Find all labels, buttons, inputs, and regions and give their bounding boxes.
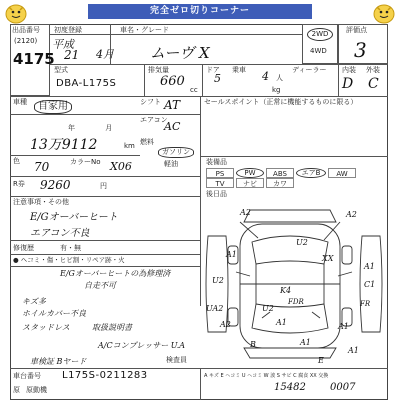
chassis-number: L175S-0211283 (62, 370, 148, 381)
hw-note-studless: スタッドレス (22, 323, 70, 332)
mascot-right-icon (372, 2, 396, 24)
mark-a1-b3: A1 (348, 346, 359, 355)
month-value: 4月 (96, 48, 114, 61)
cc-unit: cc (190, 86, 198, 94)
mascot-left-icon (4, 2, 28, 24)
mark-b: B (250, 340, 256, 349)
equip-ps: PS (206, 168, 234, 178)
shift-label: シフト (140, 98, 161, 106)
hw-note-scratches: キズ多 (22, 297, 46, 306)
mileage-value: 13万9112 (30, 137, 98, 153)
lot-number: 4175 (13, 50, 55, 68)
equip-airbag-circled: エアB (296, 168, 326, 178)
repair-history-label: 修復歴 (13, 244, 34, 252)
hw-note-wheelcover: ホイルカバー不良 (22, 309, 86, 318)
fuel-label: 燃料 (140, 138, 154, 146)
car-name-label: 車名・グレード (120, 26, 169, 34)
fuel-light-label: 軽油 (164, 160, 178, 168)
capacity-label: 乗車 (232, 66, 246, 74)
note-overheat: E/Gオーバーヒート (30, 212, 118, 223)
notes-label: 注意事項・その他 (13, 198, 69, 206)
damage-legend: ● ヘコミ・傷・ヒビ割・リペア跡・火 (13, 256, 125, 264)
cc-label: 排気量 (148, 66, 169, 74)
capacity-value: 4 (262, 70, 269, 83)
ac-value: AC (164, 120, 181, 133)
car-name: ムーヴ X (150, 44, 210, 62)
equipment-label: 装備品 (206, 158, 227, 166)
equip-abs: ABS (266, 168, 294, 178)
repair-options: 有・無 (60, 244, 81, 252)
equip-tv: TV (206, 178, 234, 188)
mark-fdr: FDR (288, 298, 304, 306)
chassis-label: 車台番号 (13, 372, 41, 380)
cc-value: 660 (160, 74, 185, 89)
original-label: 原 (13, 386, 20, 394)
mark-u2-mid: U2 (262, 304, 274, 313)
bottom-legend: A キズ E ヘコミ U ヘコミ W 波 S サビ C 腐食 XX 交換 (204, 373, 329, 379)
recycle-value: 9260 (40, 178, 71, 192)
mark-u2-left: U2 (212, 276, 224, 285)
bottom-number-1: 15482 (274, 382, 306, 393)
mark-fr: FR (360, 300, 371, 308)
note-ac-fail: エアコン不良 (30, 228, 90, 239)
shift-value: AT (164, 98, 181, 112)
model-code: DBA-L175S (56, 78, 117, 89)
model-label: 型式 (54, 66, 68, 74)
hw-note-repair: E/Gオーバーヒートの為修理済 (60, 269, 171, 278)
mark-k4-front: K4 (280, 286, 292, 295)
engine-no-label: 原動機 (26, 386, 47, 394)
car-type-label: 車種 (13, 98, 27, 106)
hw-note-self-drive: 自走不可 (84, 281, 116, 290)
mark-xx-mid: XX (322, 254, 334, 263)
dealer-label: ディーラー (292, 66, 327, 74)
equip-aw: AW (328, 168, 356, 178)
hw-note-inspection: 車検証 Bヤード (30, 357, 87, 366)
door-label: ドア (206, 66, 220, 74)
mark-e: E (318, 356, 324, 365)
mark-a1-left: A1 (226, 250, 237, 259)
color-no-value: X06 (110, 160, 132, 173)
year-model-label: 初度登録 (54, 26, 82, 34)
year-km-label: 年 月 (68, 124, 127, 132)
lot-small-number: (2120) (14, 37, 38, 45)
drive-2wd-circled: 2WD (307, 28, 333, 41)
capacity-unit: 人 (276, 74, 283, 82)
year-era: 平成 (52, 38, 74, 51)
drive-4wd-label: 4WD (310, 47, 327, 55)
interior-label: 内装 (342, 66, 356, 74)
year-value: 21 (64, 48, 80, 62)
mark-a2-right: A2 (346, 210, 357, 219)
score-label: 評価点 (346, 26, 367, 34)
lot-label: 出品番号 (12, 26, 40, 34)
mark-a2-top: A2 (240, 208, 251, 217)
color-label: 色 (13, 157, 20, 165)
score-value: 3 (354, 38, 367, 62)
equip-navi: ナビ (236, 178, 264, 188)
page-title: 完全ゼロ切りコーナー (88, 4, 312, 19)
fuel-value-circled: ガソリン (158, 147, 194, 158)
hw-note-compressor: A/Cコンプレッサー U.A (98, 341, 186, 350)
color-value: 70 (34, 160, 50, 174)
mark-a1-b2: A1 (300, 338, 311, 347)
door-value: 5 (214, 72, 221, 85)
color-no-label: カラーNo (70, 158, 101, 166)
rear-items-label: 後日品 (206, 190, 227, 198)
selling-point-label: セールスポイント（正常に機能するものに限る） (204, 98, 358, 106)
equip-kawa: カワ (266, 178, 294, 188)
mark-u2-top: U2 (296, 238, 308, 247)
mark-a1-mid: A1 (276, 318, 287, 327)
equip-pw-circled: PW (236, 168, 264, 178)
mark-a1-right: A1 (364, 262, 375, 271)
interior-value: D (342, 76, 354, 92)
exterior-label: 外装 (366, 66, 380, 74)
car-damage-diagram (200, 200, 388, 368)
ac-label: エアコン (140, 116, 168, 124)
car-type-value: 自家用 (34, 100, 72, 114)
exterior-value: C (368, 76, 379, 92)
hw-note-manual: 取扱説明書 (92, 323, 132, 332)
mark-c1-right: C1 (364, 280, 376, 289)
mark-a1-bottom: A1 (338, 322, 349, 331)
kg-label: kg (272, 86, 281, 94)
mileage-unit: km (124, 142, 135, 150)
mark-a2-bottom: A2 (220, 320, 231, 329)
recycle-label: R券 (13, 180, 25, 188)
bottom-number-2: 0007 (330, 382, 356, 393)
mark-ua2-left: UA2 (206, 304, 224, 313)
inspector-label: 検査員 (166, 356, 187, 364)
recycle-unit: 円 (100, 182, 107, 190)
